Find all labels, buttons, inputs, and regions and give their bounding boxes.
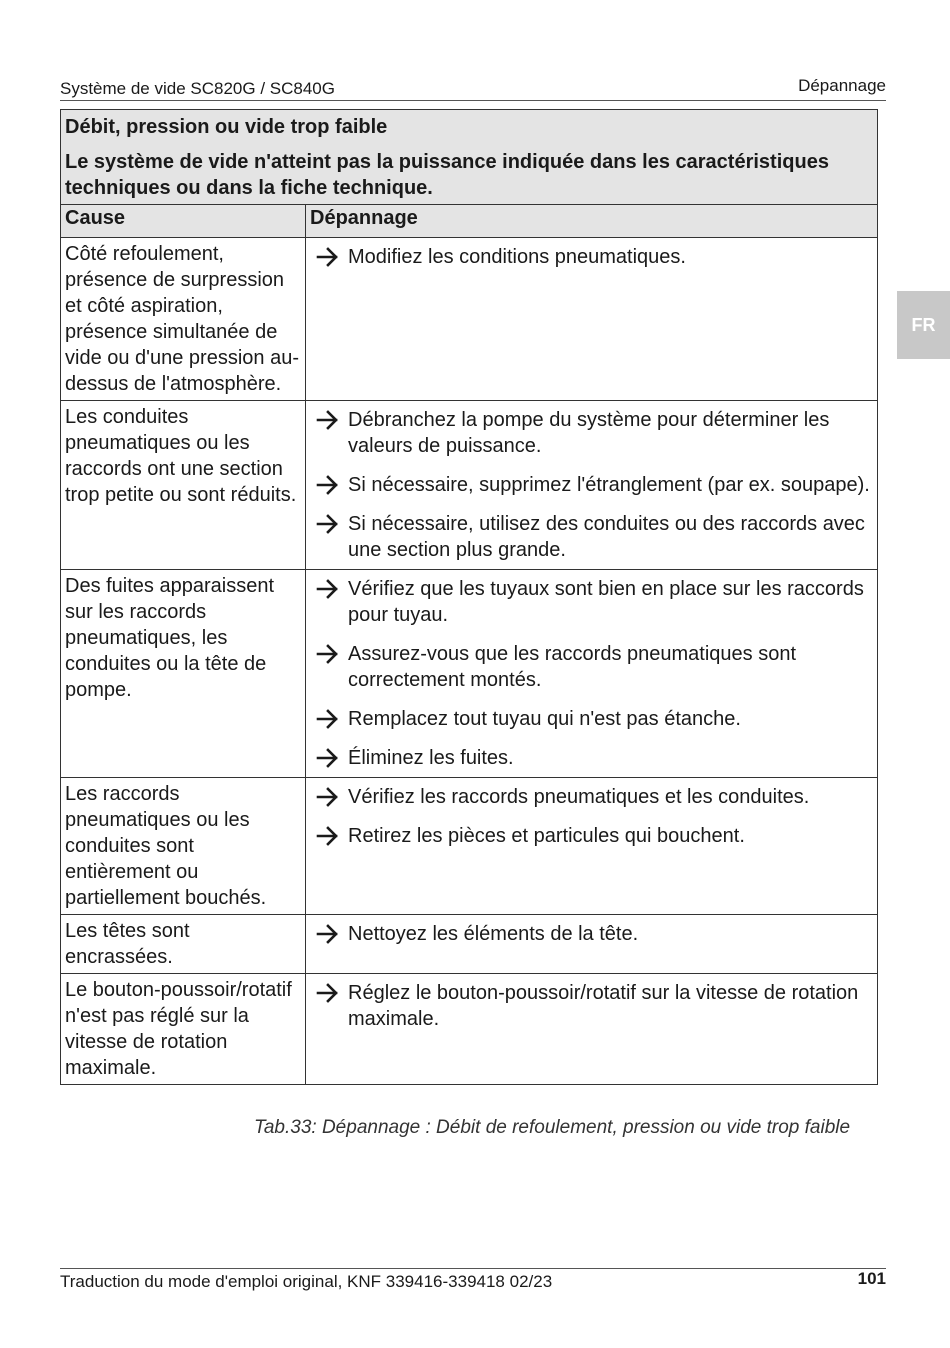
arrow-right-icon <box>316 472 348 498</box>
cause-cell: Les raccords pneumatiques ou les conduites sont entièrement ou partiellement bouchés. <box>61 778 306 915</box>
table-row <box>61 974 878 1085</box>
table-row <box>61 778 878 915</box>
arrow-right-icon <box>316 784 348 810</box>
arrow-right-icon <box>316 745 348 771</box>
table-subtitle: Le système de vide n'atteint pas la puissance indiquée dans les caractéristiques techniques ou dans la fiche technique. <box>65 151 829 199</box>
remedy-text: Nettoyez les éléments de la tête. <box>348 923 639 945</box>
remedy-cell <box>306 778 878 915</box>
arrow-right-icon <box>316 641 348 693</box>
remedy-cell <box>306 974 878 1085</box>
remedy-step <box>316 784 873 810</box>
remedy-text: Vérifiez les raccords pneumatiques et les conduites. <box>348 786 810 808</box>
running-header-section: Dépannage <box>798 76 886 95</box>
remedy-step <box>316 706 873 732</box>
cause-cell: Des fuites apparaissent sur les raccords pneumatiques, les conduites ou la tête de pompe. <box>61 570 306 778</box>
remedy-text: Éliminez les fuites. <box>348 747 514 769</box>
arrow-right-icon <box>316 706 348 732</box>
cause-cell: Les conduites pneumatiques ou les raccords ont une section trop petite ou sont réduits. <box>61 401 306 570</box>
cause-cell: Côté refoulement, présence de surpression et côté aspiration, présence simultanée de vide ou d'une pression au-dessus de l'atmosphère. <box>61 238 306 401</box>
remedy-text: Si nécessaire, utilisez des conduites ou des raccords avec une section plus grande. <box>348 513 865 561</box>
cause-cell: Le bouton-poussoir/rotatif n'est pas réglé sur la vitesse de rotation maximale. <box>61 974 306 1085</box>
table-row <box>61 570 878 778</box>
cause-cell: Les têtes sont encrassées. <box>61 915 306 974</box>
remedy-cell <box>306 238 878 401</box>
arrow-right-icon <box>316 407 348 459</box>
troubleshooting-table <box>60 109 878 1085</box>
table-title-cell <box>61 110 878 205</box>
language-tab-fr: FR <box>897 291 950 359</box>
remedy-step <box>316 511 873 563</box>
remedy-step <box>316 641 873 693</box>
table-row <box>61 238 878 401</box>
remedy-text: Réglez le bouton-poussoir/rotatif sur la vitesse de rotation maximale. <box>348 982 859 1030</box>
remedy-cell <box>306 401 878 570</box>
remedy-text: Débranchez la pompe du système pour déterminer les valeurs de puissance. <box>348 409 830 457</box>
column-header-remedy: Dépannage <box>306 205 878 238</box>
page-number: 101 <box>857 1269 886 1288</box>
remedy-step <box>316 823 873 849</box>
table-row <box>61 915 878 974</box>
remedy-text: Assurez-vous que les raccords pneumatiques sont correctement montés. <box>348 643 797 691</box>
table-row <box>61 401 878 570</box>
remedy-step <box>316 576 873 628</box>
arrow-right-icon <box>316 823 348 849</box>
column-header-cause: Cause <box>61 205 306 238</box>
remedy-step <box>316 472 873 498</box>
footer-divider <box>60 1268 886 1269</box>
remedy-step <box>316 745 873 771</box>
remedy-step <box>316 980 873 1032</box>
remedy-text: Remplacez tout tuyau qui n'est pas étanche. <box>348 708 741 730</box>
running-header-title: Système de vide SC820G / SC840G <box>60 79 335 98</box>
arrow-right-icon <box>316 511 348 563</box>
arrow-right-icon <box>316 576 348 628</box>
remedy-cell <box>306 915 878 974</box>
remedy-cell <box>306 570 878 778</box>
remedy-text: Vérifiez que les tuyaux sont bien en place sur les raccords pour tuyau. <box>348 578 864 626</box>
table-caption: Tab.33: Dépannage : Débit de refoulement, pression ou vide trop faible <box>254 1117 851 1138</box>
remedy-text: Retirez les pièces et particules qui bouchent. <box>348 825 745 847</box>
table-title: Débit, pression ou vide trop faible <box>65 116 388 138</box>
remedy-step <box>316 407 873 459</box>
arrow-right-icon <box>316 244 348 270</box>
remedy-step <box>316 921 873 947</box>
footer-document-ref: Traduction du mode d'emploi original, KNF 339416-339418 02/23 <box>60 1272 553 1291</box>
arrow-right-icon <box>316 980 348 1032</box>
header-divider <box>60 100 886 101</box>
remedy-text: Modifiez les conditions pneumatiques. <box>348 246 686 268</box>
arrow-right-icon <box>316 921 348 947</box>
remedy-text: Si nécessaire, supprimez l'étranglement (par ex. soupape). <box>348 474 870 496</box>
remedy-step <box>316 244 873 270</box>
